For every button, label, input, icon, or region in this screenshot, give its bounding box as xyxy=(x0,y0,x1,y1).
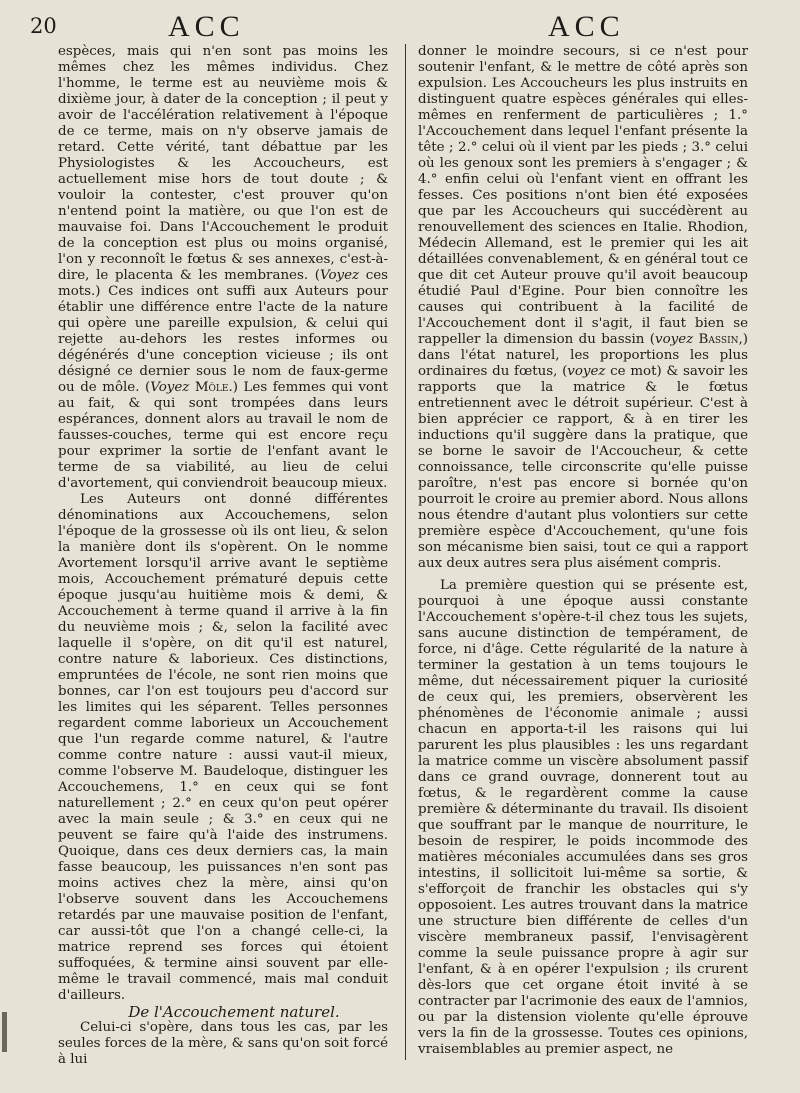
column-rule xyxy=(405,44,406,1060)
right-paragraph-1 xyxy=(418,44,748,572)
running-head-right: ACC xyxy=(548,10,625,43)
running-head xyxy=(0,10,800,44)
running-head-left: ACC xyxy=(168,10,245,43)
left-column xyxy=(58,44,388,1068)
cross-reference: voyez xyxy=(655,332,694,347)
left-paragraph-3: Celui-ci s'opère, dans tous les cas, par les seules forces de la mère, & sans qu'on soit forcé à lui xyxy=(58,1020,388,1067)
cross-reference-term: Bassin, xyxy=(693,332,743,347)
cross-reference-term: Môle. xyxy=(189,380,233,395)
text-run: ces mots.) Ces indices ont suffi aux Auteurs pour établir une différence entre l'acte de la nature qui opère une pareille expulsion, & celui qui rejette au-dehors les restes informes ou dégénérés d'une conception vicieuse ; ils ont désigné ce dernier sous le nom de faux-germe ou de môle. ( xyxy=(58,268,388,395)
cross-reference: Voyez xyxy=(150,380,190,395)
text-run: donner le moindre secours, si ce n'est pour soutenir l'enfant, & le mettre de côté après son expulsion. Les Accoucheurs les plus instruits en distinguent quatre espèces générales qui elles-mêmes en renferment de particulières ; 1.° l'Accouchement dans lequel l'enfant présente la tête ; 2.° celui où il vient par les pieds ; 3.° celui où les genoux sont les premiers à s'engager ; & 4.° enfin celui où l'enfant vient en offrant les fesses. Ces positions n'ont bien été exposées que par les Accoucheurs qui succédèrent au renouvellement des sciences en Italie. Rhodion, Médecin Allemand, est le premier qui les ait détaillées convenablement, & en général tout ce que dit cet Auteur prouve qu'il avoit beaucoup étudié Paul d'Egine. Pour bien connoître les causes qui contribuent à la facilité de l'Accouchement dont il s'agit, il faut bien se rappeller la dimension du bassin ( xyxy=(418,44,748,347)
cross-reference: Voyez xyxy=(320,268,360,283)
text-run: ) Les femmes qui vont au fait, & qui sont trompées dans leurs espérances, donnent alors au travail le nom de fausses-couches, terme qui est encore reçu pour exprimer la sortie de l'enfant avant le terme de sa viabilité, au lieu de celui d'avortement, qui conviendroit beaucoup mieux. xyxy=(58,380,388,491)
text-run: ce mot) & savoir les rapports que la matrice & le fœtus entretiennent avec le détroit supérieur. C'est à bien apprécier ce rapport, & à en tirer les inductions qu'il suggère dans la pratique, que se borne le savoir de l'Accoucheur, & cette connoissance, telle circonscrite qu'elle puisse paroître, n'est pas encore si bornée qu'on pourroit le croire au premier abord. Nous allons nous étendre d'autant plus volontiers sur cette première espèce d'Accouchement, qu'une fois son mécanisme bien saisi, tout ce qui a rapport aux deux autres sera plus aisément compris. xyxy=(418,364,748,571)
left-paragraph-2: Les Auteurs ont donné différentes dénominations aux Accouchemens, selon l'époque de la grossesse où ils ont lieu, & selon la manière dont ils s'opèrent. On le nomme Avortement lorsqu'il arrive avant le septième mois, Accouchement prématuré depuis cette époque jusqu'au huitième mois & demi, & Accouchement à terme quand il arrive à la fin du neuvième mois ; &, selon la facilité avec laquelle il s'opère, on dit qu'il est naturel, contre nature & laborieux. Ces distinctions, empruntées de l'école, ne sont rien moins que bonnes, car l'on est toujours peu d'accord sur les limites qui les séparent. Telles personnes regardent comme laborieux un Accouchement que l'un regarde comme naturel, & l'autre comme contre nature : aussi vaut-il mieux, comme l'observe M. Baudeloque, distinguer les Accouchemens, 1.° en ceux qui se font naturellement ; 2.° en ceux qu'on peut opérer avec la main seule ; & 3.° en ceux qui ne peuvent se faire qu'à l'aide des instrumens. Quoique, dans ces deux derniers cas, la main fasse beaucoup, les puissances n'en sont pas moins actives chez la mère, ainsi qu'on l'observe souvent dans les Accouchemens retardés par une mauvaise position de l'enfant, car aussi-tôt que l'on a changé celle-ci, la matrice reprend ses forces qui étoient suffoquées, & termine ainsi souvent par elle-même le travail commencé, mais mal conduit d'ailleurs. xyxy=(58,492,388,1003)
cross-reference: voyez xyxy=(567,364,606,379)
text-run: ) dans l'état naturel, les proportions les plus ordinaires du fœtus, ( xyxy=(418,332,748,379)
left-paragraph-1 xyxy=(58,44,388,492)
right-paragraph-2: La première question qui se présente est, pourquoi à une époque aussi constante l'Accouchement s'opère-t-il chez tous les sujets, sans aucune distinction de tempérament, de force, ni d'âge. Cette régularité de la nature à terminer la gestation à un tems toujours le même, dut nécessairement piquer la curiosité de ceux qui, les premiers, observèrent les phénomènes de l'économie animale ; aussi chacun en apporta-t-il les raisons qui lui parurent les plus plausibles : les uns regardant la matrice comme un viscère absolument passif dans ce grand ouvrage, donnerent tout au fœtus, & le regardèrent comme la cause première & déterminante du travail. Ils disoient que souffrant par le manque de nourriture, le besoin de respirer, le poids incommode des matières méconiales accumulées dans ses gros intestins, il sollicitoit lui-même sa sortie, & s'efforçoit de franchir les obstacles qui s'y opposoient. Les autres trouvant dans la matrice une structure bien différente de celles d'un viscère membraneux passif, l'envisagèrent comme la seule puissance propre à agir sur l'enfant, & à en opérer l'expulsion ; ils crurent dès-lors que cet organe étoit invité à se contracter par l'acrimonie des eaux de l'amnios, ou par la distension violente qu'elle éprouve vers la fin de la grossesse. Toutes ces opinions, vraisemblables au premier aspect, ne xyxy=(418,578,748,1057)
page-number: 20 xyxy=(30,14,57,38)
text-run: espèces, mais qui n'en sont pas moins les mêmes chez les mêmes individus. Chez l'homme, le terme est au neuvième mois & dixième jour, à dater de la conception ; il peut y avoir de l'accélération relativement à l'époque de ce terme, mais on n'y observe jamais de retard. Cette vérité, tant débattue par les Physiologistes & les Accoucheurs, est actuellement mise hors de tout doute ; & vouloir la contester, c'est prouver qu'on n'entend point la matière, ou que l'on est de mauvaise foi. Dans l'Accouchement le produit de la conception est plus ou moins organisé, l'on y reconnoît le fœtus & ses annexes, c'est-à-dire, le placenta & les membranes. ( xyxy=(58,44,388,283)
right-column xyxy=(418,44,748,1058)
page-edge-mark xyxy=(2,1012,7,1052)
section-title: De l'Accouchement naturel. xyxy=(128,1003,340,1021)
